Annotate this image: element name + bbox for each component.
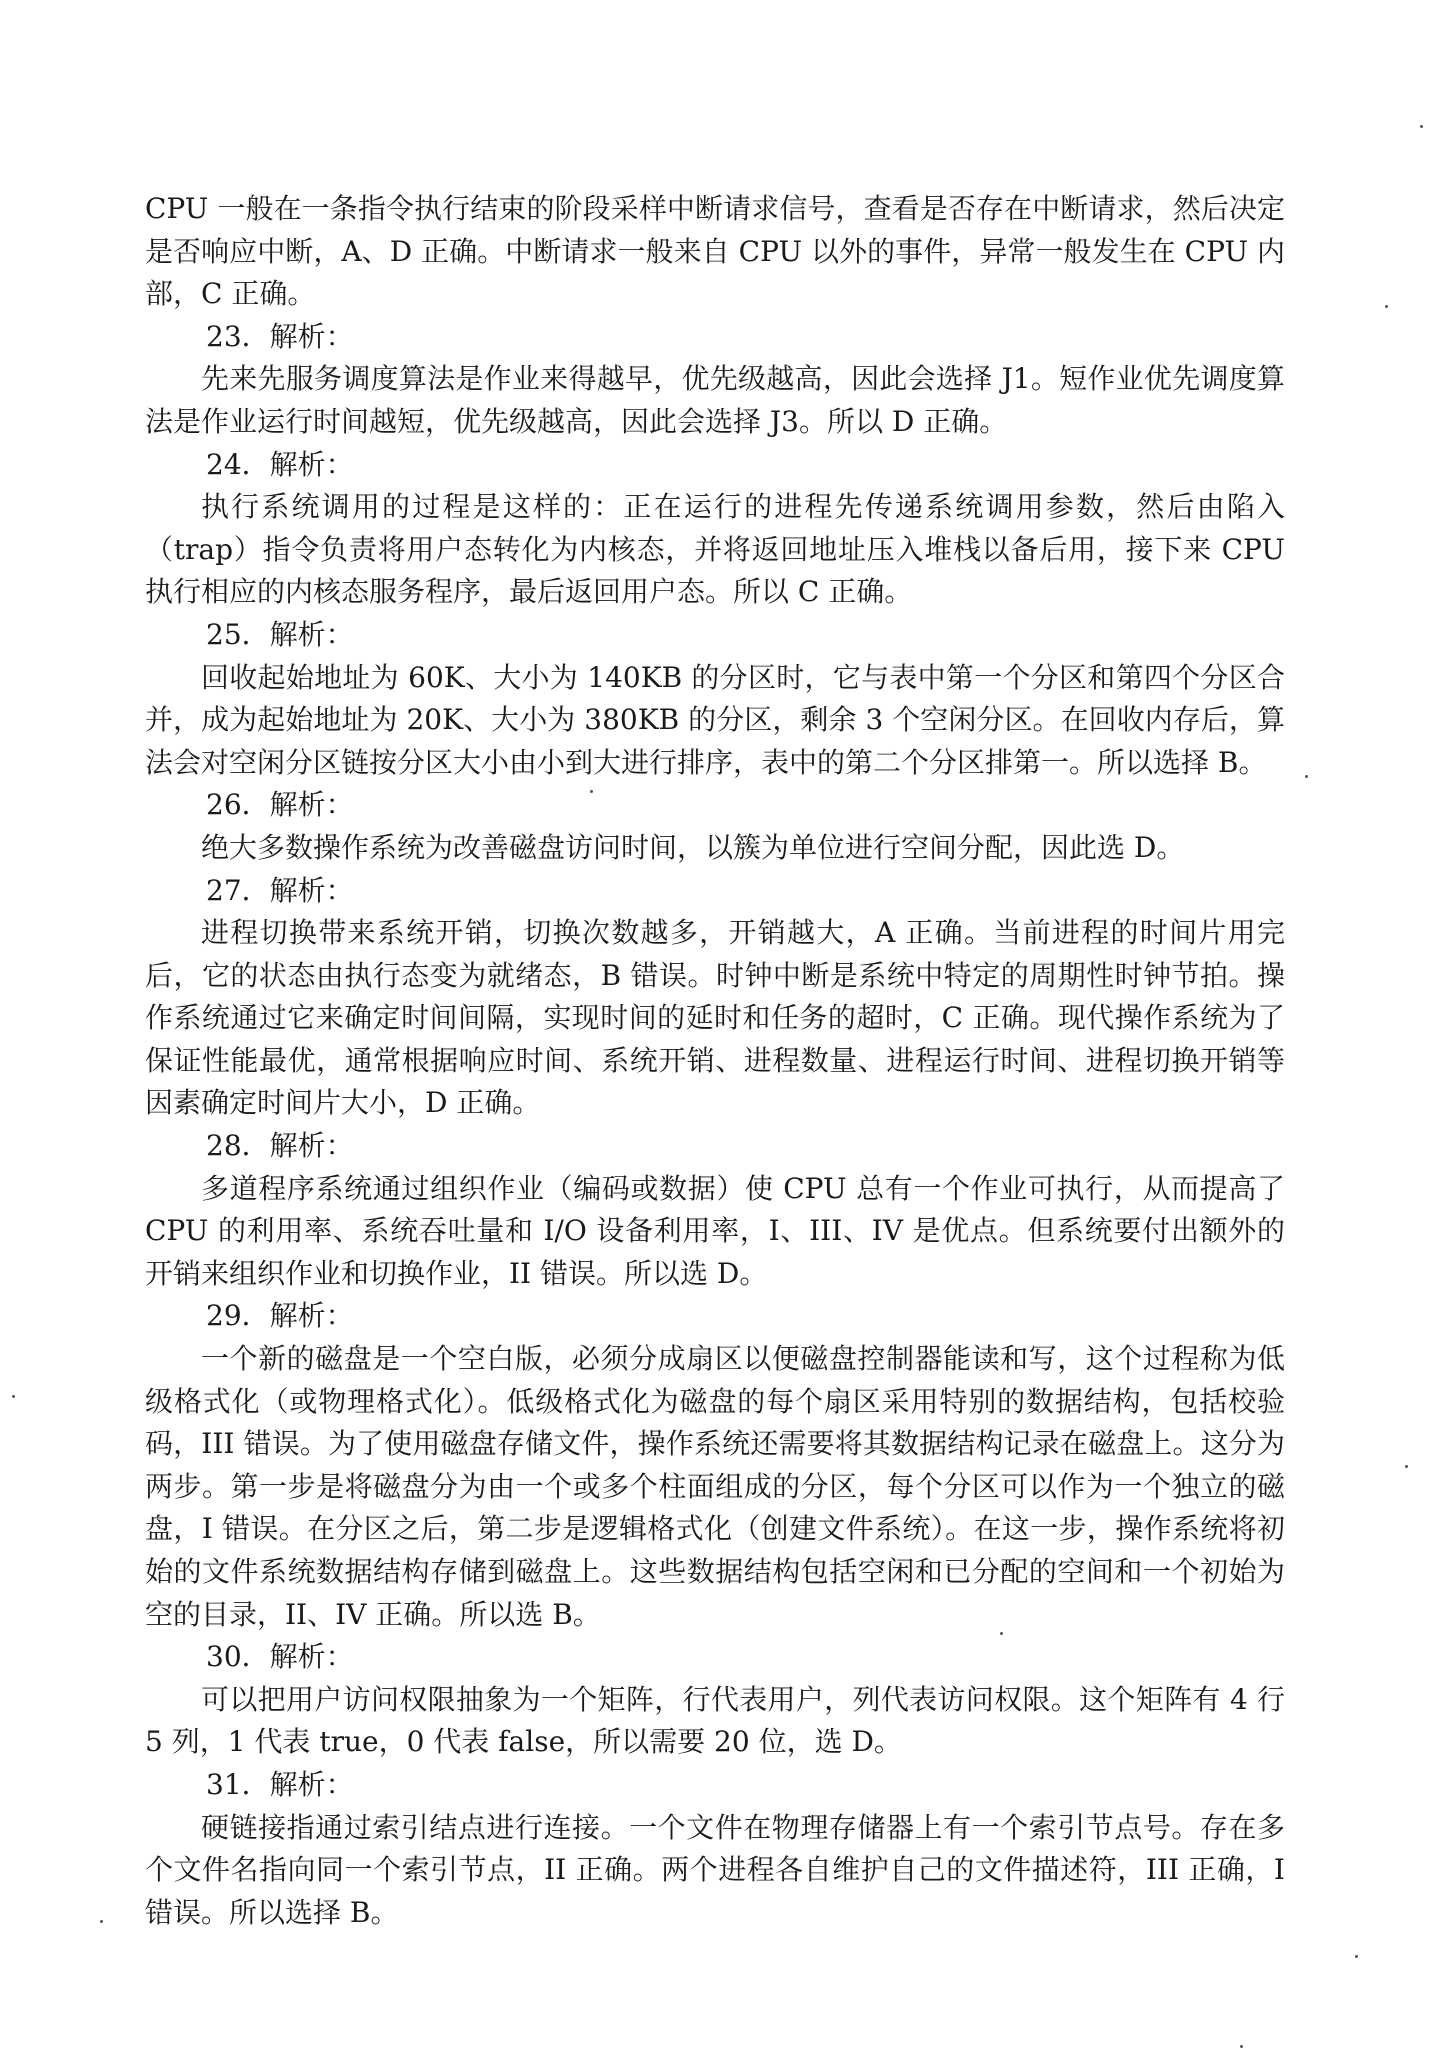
scan-speck — [1240, 2045, 1243, 2048]
heading-31: 31．解析： — [206, 1767, 354, 1801]
paragraph-28: 多道程序系统通过组织作业（编码或数据）使 CPU 总有一个作业可执行，从而提高了 CPU 的利用率、系统吞吐量和 I/O 设备利用率，I、III、IV 是优点。但系统要付出额外的开销来组织作业和切换作业，II 错误。所以选 D。 — [145, 1171, 1285, 1290]
scan-speck — [1000, 1632, 1003, 1635]
scan-speck — [1385, 305, 1388, 308]
heading-24: 24．解析： — [206, 447, 354, 481]
scan-speck — [100, 1920, 103, 1923]
paragraph-intro: CPU 一般在一条指令执行结束的阶段采样中断请求信号，查看是否存在中断请求，然后决定是否响应中断，A、D 正确。中断请求一般来自 CPU 以外的事件，异常一般发生在 CPU 内部，C 正确。 — [145, 192, 1285, 311]
scan-speck — [1355, 1955, 1358, 1958]
paragraph-31: 硬链接指通过索引结点进行连接。一个文件在物理存储器上有一个索引节点号。存在多个文件名指向同一个索引节点，II 正确。两个进程各自维护自己的文件描述符，III 正确，I 错误。所以选择 B。 — [145, 1810, 1285, 1929]
heading-23: 23．解析： — [206, 319, 354, 353]
document-body — [145, 188, 1285, 1934]
paragraph-26: 绝大多数操作系统为改善磁盘访问时间，以簇为单位进行空间分配，因此选 D。 — [201, 830, 1185, 864]
paragraph-23: 先来先服务调度算法是作业来得越早，优先级越高，因此会选择 J1。短作业优先调度算法是作业运行时间越短，优先级越高，因此会选择 J3。所以 D 正确。 — [145, 362, 1285, 438]
heading-28: 28．解析： — [206, 1129, 354, 1163]
heading-30: 30．解析： — [206, 1640, 354, 1674]
paragraph-30: 可以把用户访问权限抽象为一个矩阵，行代表用户，列代表访问权限。这个矩阵有 4 行 5 列，1 代表 true，0 代表 false，所以需要 20 位，选 D。 — [145, 1682, 1285, 1759]
scan-speck — [1420, 125, 1423, 128]
scan-speck — [1305, 775, 1308, 778]
heading-25: 25．解析： — [206, 617, 354, 651]
heading-26: 26．解析： — [206, 788, 354, 822]
paragraph-25: 回收起始地址为 60K、大小为 140KB 的分区时，它与表中第一个分区和第四个分区合并，成为起始地址为 20K、大小为 380KB 的分区，剩余 3 个空闲分区。在回收内存后，算法会对空闲分区链按分区大小由小到大进行排序，表中的第二个分区排第一。所以选择 B。 — [145, 660, 1285, 779]
paragraph-24: 执行系统调用的过程是这样的：正在运行的进程先传递系统调用参数，然后由陷入（trap）指令负责将用户态转化为内核态，并将返回地址压入堆栈以备后用，接下来 CPU 执行相应的内核态服务程序，最后返回用户态。所以 C 正确。 — [145, 490, 1285, 609]
paragraph-27: 进程切换带来系统开销，切换次数越多，开销越大，A 正确。当前进程的时间片用完后，它的状态由执行态变为就绪态，B 错误。时钟中断是系统中特定的周期性时钟节拍。操作系统通过它来确定时间间隔，实现时间的延时和任务的超时，C 正确。现代操作系统为了保证性能最优，通常根据响应时间、系统开销、进程数量、进程运行时间、进程切换开销等因素确定时间片大小，D 正确。 — [145, 916, 1285, 1120]
scan-speck — [12, 1395, 15, 1398]
paragraph-29: 一个新的磁盘是一个空白版，必须分成扇区以便磁盘控制器能读和写，这个过程称为低级格式化（或物理格式化）。低级格式化为磁盘的每个扇区采用特别的数据结构，包括校验码，III 错误。为了使用磁盘存储文件，操作系统还需要将其数据结构记录在磁盘上。这分为两步。第一步是将磁盘分为由一个或多个柱面组成的分区，每个分区可以作为一个独立的磁盘，I 错误。在分区之后，第二步是逻辑格式化（创建文件系统）。在这一步，操作系统将初始的文件系统数据结构存储到磁盘上。这些数据结构包括空闲和已分配的空间和一个初始为空的目录，II、IV 正确。所以选 B。 — [145, 1342, 1285, 1631]
scan-speck — [590, 790, 593, 793]
scan-speck — [1405, 1465, 1408, 1468]
heading-29: 29．解析： — [206, 1299, 354, 1333]
heading-27: 27．解析： — [206, 873, 354, 907]
